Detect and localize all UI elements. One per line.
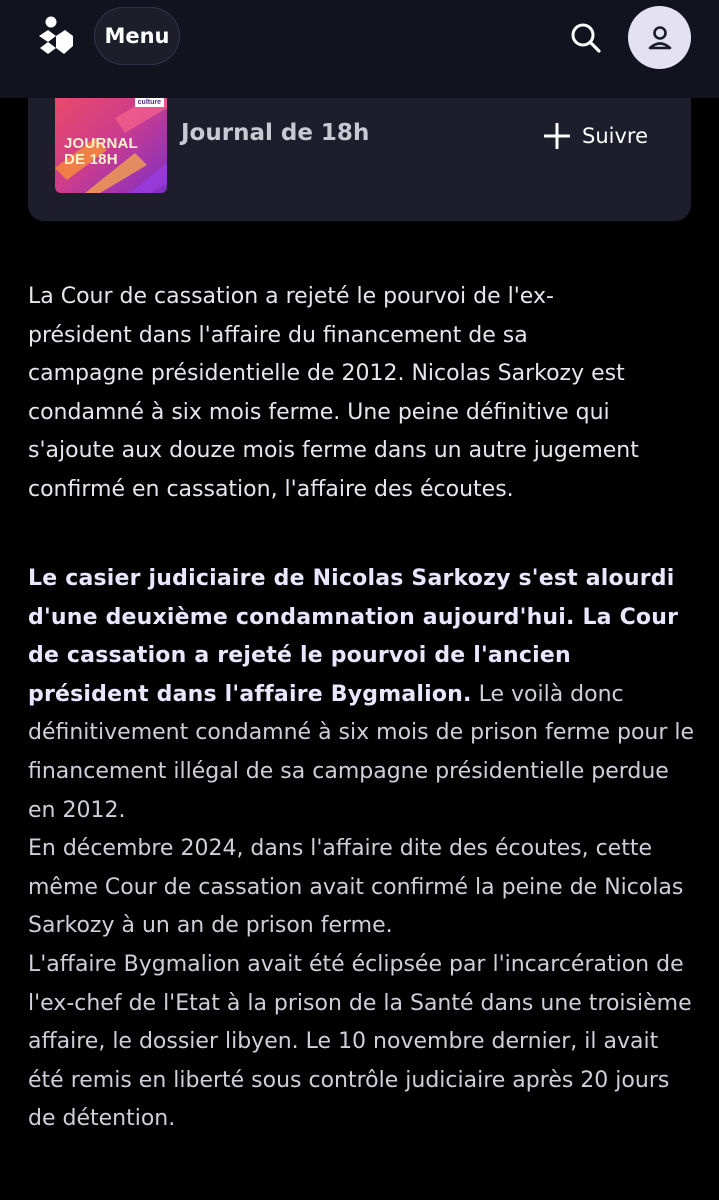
lead-line: condamné à six mois ferme. Une peine définitive qui (28, 399, 610, 425)
search-button[interactable] (566, 18, 606, 58)
thumbnail-brand: culture (135, 98, 164, 107)
article-body (28, 560, 698, 1139)
article-lead (28, 278, 698, 510)
search-icon (566, 18, 606, 58)
lead-line: La Cour de cassation a rejeté le pourvoi de l'ex- (28, 284, 554, 309)
article-paragraph: En décembre 2024, dans l'affaire dite des écoutes, cette même Cour de cassation avait confirmé la peine de Nicolas Sarkozy à un an de prison ferme. (28, 836, 684, 939)
article-paragraph: L'affaire Bygmalion avait été éclipsée par l'incarcération de l'ex-chef de l'Etat à la prison de la Santé dans une troisième affaire, le dossier libyen. Le 10 novembre dernier, il avait été remis en liberté sous contrôle judiciaire après 20 jours de détention. (28, 951, 692, 1132)
top-bar (0, 0, 719, 98)
lead-line: confirmé en cassation, l'affaire des écoutes. (28, 476, 514, 502)
plus-icon (544, 123, 570, 149)
article-paragraph (28, 560, 698, 830)
radio-france-logo-icon[interactable] (36, 16, 76, 56)
show-thumbnail[interactable] (55, 98, 167, 193)
user-icon (645, 23, 675, 53)
menu-button-label: Menu (104, 24, 170, 48)
show-card[interactable] (28, 98, 691, 221)
article-intro-bold: Le casier judiciaire de Nicolas Sarkozy s'est alourdi d'une deuxième condamnation aujourd'hui. La Cour de cassation a rejeté le pourvoi de l'ancien président dans l'affaire Bygmalion. (28, 566, 679, 707)
article-intro-rest: Le voilà donc définitivement condamné à six mois de prison ferme pour le financement illégal de sa campagne présidentielle perdue en 2012. (28, 681, 695, 823)
lead-line: président dans l'affaire du financement de sa (28, 322, 528, 348)
thumbnail-title: JOURNAL DE 18H (64, 135, 138, 168)
follow-button[interactable] (544, 116, 648, 156)
account-button[interactable] (628, 6, 691, 69)
show-title[interactable]: Journal de 18h (181, 120, 370, 146)
lead-line: s'ajoute aux douze mois ferme dans un autre jugement (28, 438, 639, 464)
menu-button[interactable] (94, 7, 180, 65)
follow-button-label: Suivre (582, 124, 648, 148)
lead-line: campagne présidentielle de 2012. Nicolas Sarkozy est (28, 361, 625, 387)
